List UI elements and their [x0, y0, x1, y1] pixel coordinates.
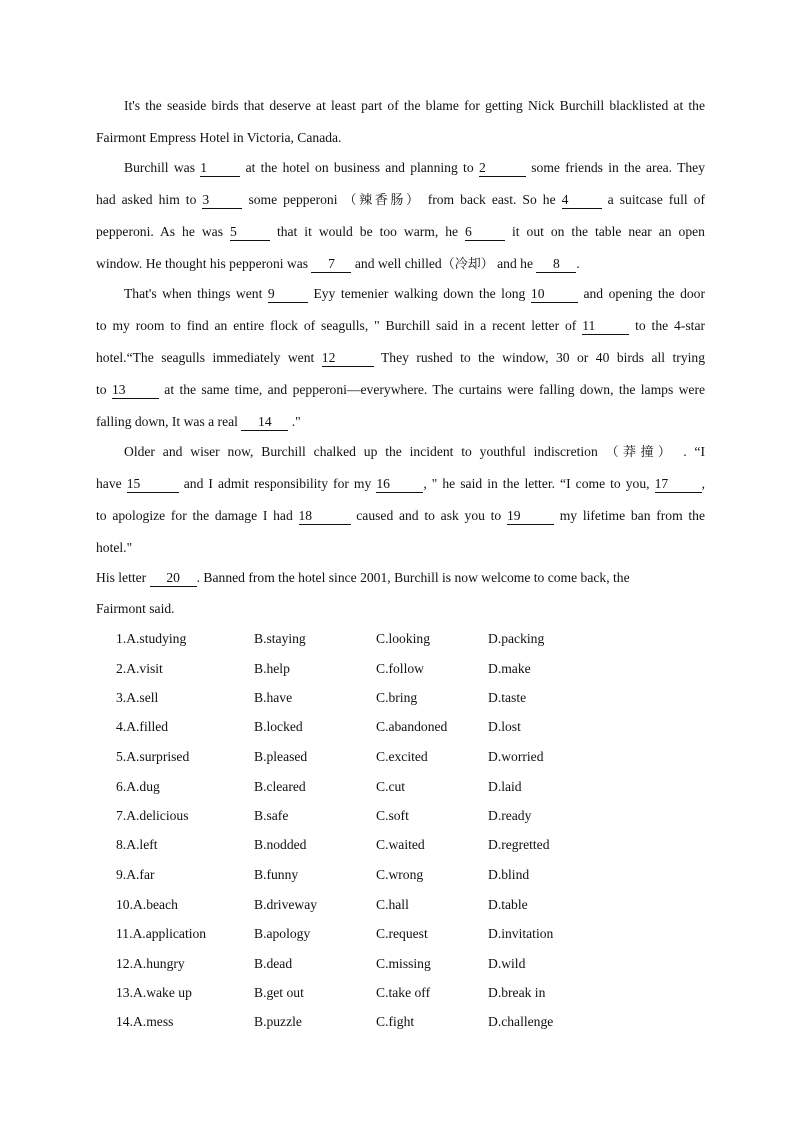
blank-8: 8 — [536, 256, 576, 273]
blank-13: 13 — [112, 382, 159, 399]
option-a: 9.A.far — [116, 867, 155, 882]
blank-20: 20 — [150, 570, 197, 587]
passage-line: It's the seaside birds that deserve at least part of the blame for getting Nick Burchill blacklisted at the — [124, 98, 705, 113]
option-d: D.packing — [488, 631, 545, 646]
passage-line: have 15 and I admit responsibility for my 16 , " he said in the letter. “I come to you, 17 , — [96, 476, 705, 491]
option-a: 1.A.studying — [116, 631, 187, 646]
option-b: B.cleared — [254, 779, 306, 794]
option-a: 12.A.hungry — [116, 956, 185, 971]
option-c: C.take off — [376, 985, 431, 1000]
passage-line: hotel.“The seagulls immediately went 12 They rushed to the window, 30 or 40 birds all trying — [96, 350, 705, 365]
option-d: D.table — [488, 897, 528, 912]
blank-18: 18 — [299, 508, 351, 525]
blank-15: 15 — [127, 476, 179, 493]
passage-line: to my room to find an entire flock of seagulls, " Burchill said in a recent letter of 11 to the 4-star — [96, 318, 705, 333]
option-d: D.worried — [488, 749, 544, 764]
option-b: B.have — [254, 690, 293, 705]
chinese-gloss: （冷却） — [441, 257, 494, 272]
blank-1: 1 — [200, 160, 240, 177]
option-a: 7.A.delicious — [116, 808, 189, 823]
blank-10: 10 — [531, 286, 578, 303]
blank-14: 14 — [241, 414, 288, 431]
option-c: C.request — [376, 926, 428, 941]
passage-line: window. He thought his pepperoni was 7 and well chilled（冷却） and he 8 . — [96, 256, 580, 272]
passage-line: Older and wiser now, Burchill chalked up the incident to youthful indiscretion （莽撞） . “I — [124, 444, 705, 460]
option-d: D.ready — [488, 808, 532, 823]
option-b: B.locked — [254, 719, 303, 734]
option-b: B.driveway — [254, 897, 318, 912]
option-b: B.staying — [254, 631, 306, 646]
option-c: C.fight — [376, 1014, 415, 1029]
blank-4: 4 — [562, 192, 602, 209]
passage-line: had asked him to 3 some pepperoni （辣香肠） from back east. So he 4 a suitcase full of — [96, 192, 706, 208]
option-b: B.funny — [254, 867, 299, 882]
option-c: C.hall — [376, 897, 409, 912]
option-c: C.abandoned — [376, 719, 448, 734]
passage-line: hotel." — [96, 540, 133, 555]
option-d: D.regretted — [488, 837, 550, 852]
option-a: 11.A.application — [116, 926, 207, 941]
option-a: 2.A.visit — [116, 661, 163, 676]
option-b: B.pleased — [254, 749, 308, 764]
option-a: 4.A.filled — [116, 719, 169, 734]
blank-12: 12 — [322, 350, 374, 367]
passage-line: Fairmont Empress Hotel in Victoria, Canada. — [96, 130, 342, 145]
passage-line: pepperoni. As he was 5 that it would be too warm, he 6 it out on the table near an open — [96, 224, 705, 239]
blank-19: 19 — [507, 508, 554, 525]
option-d: D.blind — [488, 867, 530, 882]
option-a: 8.A.left — [116, 837, 158, 852]
option-c: C.cut — [376, 779, 406, 794]
option-d: D.taste — [488, 690, 527, 705]
option-b: B.dead — [254, 956, 293, 971]
passage-line: Burchill was 1 at the hotel on business and planning to 2 some friends in the area. They — [124, 160, 706, 175]
passage-line: His letter 20 . Banned from the hotel since 2001, Burchill is now welcome to come back, the — [96, 570, 630, 585]
blank-5: 5 — [230, 224, 270, 241]
option-b: B.safe — [254, 808, 289, 823]
option-b: B.get out — [254, 985, 304, 1000]
option-c: C.excited — [376, 749, 428, 764]
option-d: D.laid — [488, 779, 522, 794]
blank-9: 9 — [268, 286, 308, 303]
option-d: D.invitation — [488, 926, 554, 941]
passage-line: to 13 at the same time, and pepperoni—everywhere. The curtains were falling down, the lamps were — [96, 382, 706, 397]
option-b: B.nodded — [254, 837, 307, 852]
option-a: 3.A.sell — [116, 690, 159, 705]
chinese-gloss: （辣香肠） — [343, 193, 422, 208]
option-a: 13.A.wake up — [116, 985, 192, 1000]
option-c: C.waited — [376, 837, 425, 852]
passage-line: That's when things went 9 Eyy temenier walking down the long 10 and opening the door — [124, 286, 706, 301]
blank-16: 16 — [376, 476, 423, 493]
option-d: D.make — [488, 661, 531, 676]
option-a: 6.A.dug — [116, 779, 160, 794]
option-b: B.puzzle — [254, 1014, 302, 1029]
option-c: C.looking — [376, 631, 431, 646]
blank-11: 11 — [582, 318, 629, 335]
option-c: C.wrong — [376, 867, 424, 882]
passage-line: falling down, It was a real 14 ." — [96, 414, 301, 429]
option-d: D.wild — [488, 956, 526, 971]
option-b: B.help — [254, 661, 290, 676]
passage-line: Fairmont said. — [96, 601, 175, 616]
option-d: D.lost — [488, 719, 521, 734]
option-c: C.soft — [376, 808, 409, 823]
blank-6: 6 — [465, 224, 505, 241]
blank-3: 3 — [202, 192, 242, 209]
option-c: C.bring — [376, 690, 418, 705]
option-a: 14.A.mess — [116, 1014, 174, 1029]
option-d: D.challenge — [488, 1014, 554, 1029]
option-d: D.break in — [488, 985, 546, 1000]
option-c: C.follow — [376, 661, 424, 676]
blank-2: 2 — [479, 160, 526, 177]
blank-17: 17 — [655, 476, 702, 493]
blank-7: 7 — [311, 256, 351, 273]
option-b: B.apology — [254, 926, 311, 941]
option-c: C.missing — [376, 956, 431, 971]
chinese-gloss: （莽撞） — [605, 445, 676, 460]
option-a: 5.A.surprised — [116, 749, 190, 764]
option-a: 10.A.beach — [116, 897, 178, 912]
passage-line: to apologize for the damage I had 18 caused and to ask you to 19 my lifetime ban from the — [96, 508, 706, 523]
